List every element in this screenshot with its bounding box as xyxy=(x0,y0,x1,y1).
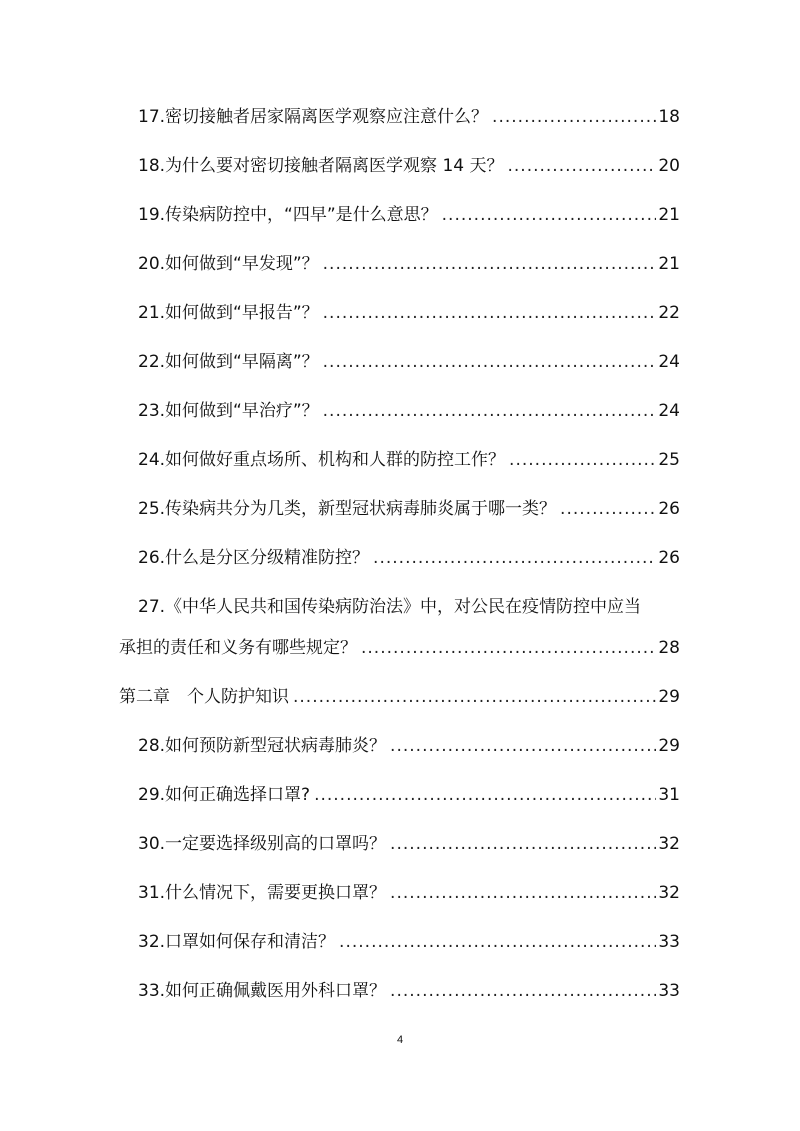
toc-entry-page: 18 xyxy=(658,107,680,127)
toc-entry-page: 29 xyxy=(658,736,680,756)
page-number: 4 xyxy=(396,1034,404,1046)
toc-entry-page: 24 xyxy=(658,352,680,372)
toc-leader-dots xyxy=(390,832,656,856)
toc-entry-page: 32 xyxy=(658,834,680,854)
toc-leader-dots xyxy=(390,979,656,1003)
toc-entry-title: 18.为什么要对密切接触者隔离医学观察 14 天？ xyxy=(138,156,504,176)
toc-leader-dots xyxy=(390,734,656,758)
toc-leader-dots xyxy=(509,448,656,472)
toc-leader-dots xyxy=(323,350,657,374)
toc-entry-29[interactable] xyxy=(138,783,680,807)
toc-entry-page: 25 xyxy=(658,450,680,470)
toc-leader-dots xyxy=(361,636,656,660)
toc-entry-title: 22.如何做到“早隔离”？ xyxy=(138,352,319,372)
toc-entry-22[interactable] xyxy=(138,350,680,374)
toc-entry-title: 19.传染病防控中，“四早”是什么意思？ xyxy=(138,205,438,225)
toc-leader-dots xyxy=(323,399,657,423)
toc-leader-dots xyxy=(323,252,657,276)
toc-entry-title: 17.密切接触者居家隔离医学观察应注意什么？ xyxy=(138,107,489,127)
toc-entry-19[interactable] xyxy=(138,203,680,227)
toc-entry-18[interactable] xyxy=(138,154,680,178)
toc-entry-page: 32 xyxy=(658,883,680,903)
toc-leader-dots xyxy=(492,105,656,129)
toc-entry-title: 20.如何做到“早发现”？ xyxy=(138,254,319,274)
toc-entry-page: 21 xyxy=(658,254,680,274)
toc-entry-17[interactable] xyxy=(138,105,680,129)
toc-leader-dots xyxy=(323,301,657,325)
toc-entry-title: 29.如何正确选择口罩? xyxy=(138,785,311,805)
toc-entry-31[interactable] xyxy=(138,881,680,905)
toc-entry-title: 31.什么情况下，需要更换口罩？ xyxy=(138,883,387,903)
toc-leader-dots xyxy=(314,783,656,807)
toc-entry-32[interactable] xyxy=(138,930,680,954)
toc-entry-title: 承担的责任和义务有哪些规定？ xyxy=(119,638,357,658)
toc-entry-title: 23.如何做到“早治疗”？ xyxy=(138,401,319,421)
toc-entry-26[interactable] xyxy=(138,546,680,570)
toc-entry-title: 33.如何正确佩戴医用外科口罩？ xyxy=(138,981,387,1001)
toc-chapter-2[interactable] xyxy=(119,685,680,709)
toc-leader-dots xyxy=(507,154,656,178)
toc-entry-20[interactable] xyxy=(138,252,680,276)
toc-entry-page: 21 xyxy=(658,205,680,225)
toc-leader-dots xyxy=(339,930,656,954)
toc-entry-23[interactable] xyxy=(138,399,680,423)
toc-entry-page: 31 xyxy=(658,785,680,805)
toc-entry-page: 33 xyxy=(658,932,680,952)
toc-entry-page: 33 xyxy=(658,981,680,1001)
toc-entry-page: 24 xyxy=(658,401,680,421)
toc-entry-title: 21.如何做到“早报告”？ xyxy=(138,303,319,323)
toc-entry-page: 28 xyxy=(658,638,680,658)
toc-leader-dots xyxy=(373,546,656,570)
toc-entry-title: 32.口罩如何保存和清洁？ xyxy=(138,932,336,952)
toc-leader-dots xyxy=(442,203,657,227)
toc-entry-33[interactable] xyxy=(138,979,680,1003)
toc-entry-page: 20 xyxy=(658,156,680,176)
toc-entry-25[interactable] xyxy=(138,497,680,521)
toc-entry-title: 25.传染病共分为几类，新型冠状病毒肺炎属于哪一类？ xyxy=(138,499,557,519)
toc-chapter-title: 第二章 个人防护知识 xyxy=(119,687,289,707)
toc-entry-27-line1[interactable]: 27.《中华人民共和国传染病防治法》中，对公民在疫情防控中应当 xyxy=(138,597,642,617)
toc-entry-page: 29 xyxy=(658,687,680,707)
toc-leader-dots xyxy=(293,685,656,709)
toc-leader-dots xyxy=(390,881,656,905)
toc-entry-title: 24.如何做好重点场所、机构和人群的防控工作？ xyxy=(138,450,506,470)
toc-entry-28[interactable] xyxy=(138,734,680,758)
toc-entry-24[interactable] xyxy=(138,448,680,472)
toc-entry-title: 30.一定要选择级别高的口罩吗？ xyxy=(138,834,387,854)
toc-entry-page: 22 xyxy=(658,303,680,323)
toc-entry-27[interactable] xyxy=(119,636,680,660)
toc-entry-title: 26.什么是分区分级精准防控？ xyxy=(138,548,370,568)
toc-entry-30[interactable] xyxy=(138,832,680,856)
toc-entry-page: 26 xyxy=(658,499,680,519)
toc-entry-21[interactable] xyxy=(138,301,680,325)
toc-leader-dots xyxy=(560,497,656,521)
toc-entry-page: 26 xyxy=(658,548,680,568)
toc-entry-title: 28.如何预防新型冠状病毒肺炎？ xyxy=(138,736,387,756)
